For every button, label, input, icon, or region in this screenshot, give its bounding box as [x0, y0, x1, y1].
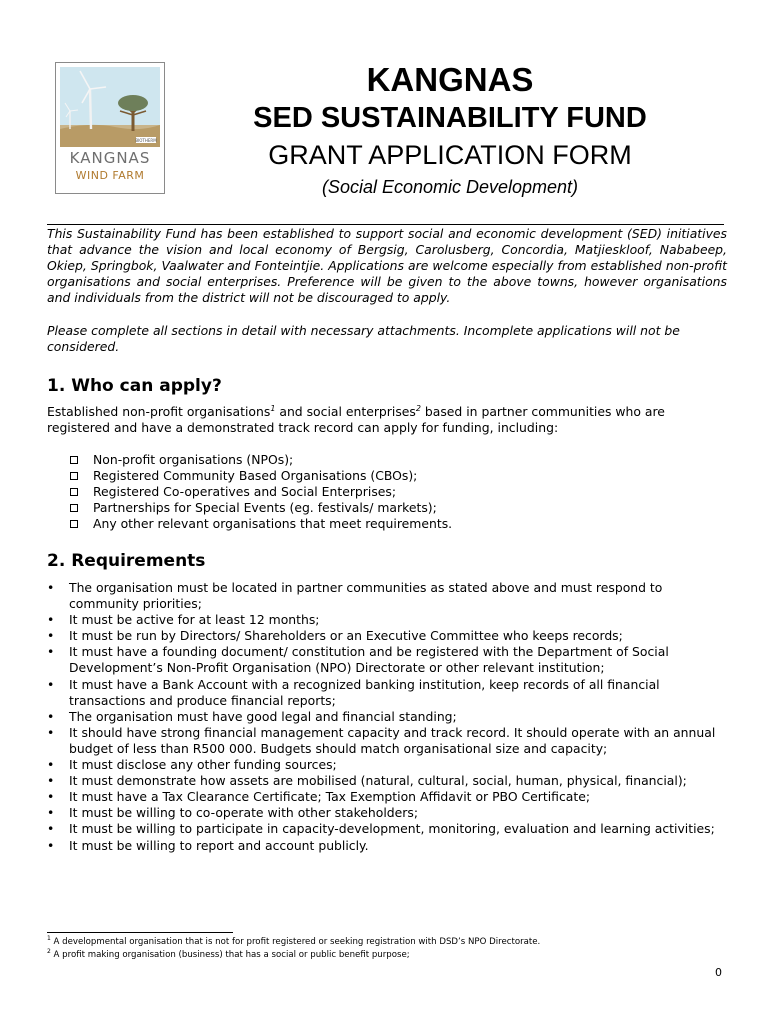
list-item-text: It should have strong financial management capacity and track record. It should operate with an annual budget of less than R500 000. Budgets should match organisational size and capacity;: [69, 724, 716, 756]
list-item: [47, 757, 727, 773]
list-item: [47, 628, 727, 644]
eligibility-text-a: Established non-profit organisations: [47, 404, 271, 419]
list-item: [47, 709, 727, 725]
list-item-text: Registered Community Based Organisations (CBOs);: [93, 468, 418, 484]
checkbox-icon: [70, 488, 78, 496]
eligibility-paragraph: [47, 404, 727, 436]
list-item: [47, 773, 727, 789]
list-item-text: It must demonstrate how assets are mobilised (natural, cultural, social, human, physical, financial);: [69, 773, 687, 789]
footnote-divider: [47, 932, 233, 933]
list-item-text: Non-profit organisations (NPOs);: [93, 452, 294, 467]
footnote-mark: 1: [47, 935, 51, 943]
section-heading-who-can-apply: 1. Who can apply?: [47, 376, 222, 396]
bullet-icon: •: [47, 676, 55, 692]
list-item: [68, 468, 728, 484]
list-item-text: It must be willing to co-operate with other stakeholders;: [69, 805, 419, 821]
document-header: [200, 60, 700, 200]
checkbox-icon: [70, 520, 78, 528]
list-item: [47, 805, 727, 821]
list-item: [47, 677, 727, 709]
bullet-icon: •: [47, 805, 55, 821]
footnote-ref-2: 2: [415, 403, 421, 413]
bullet-icon: •: [47, 837, 55, 853]
checkbox-icon: [70, 472, 78, 480]
header-divider: [47, 224, 724, 225]
intro-paragraph: This Sustainability Fund has been established to support social and economic development (SED) initiatives that advance the vision and local economy of Bergsig, Carolusberg, Concordia, Matjieskloof, Nababeep, Okiep, Springbok, Vaalwater and Fonteintjie. Applications are welcome especially from established non-profit organisations and social enterprises. Preference will be given to the above towns, however organisations and individuals from the district will not be discouraged to apply.: [47, 226, 727, 305]
bullet-icon: •: [47, 708, 55, 724]
list-item: [68, 484, 728, 500]
list-item-text: Partnerships for Special Events (eg. festivals/ markets);: [93, 500, 437, 516]
footnote-1: [47, 936, 727, 949]
list-item-text: The organisation must be located in partner communities as stated above and must respond to community priorities;: [69, 580, 663, 612]
logo-line-kangnas: KANGNAS: [69, 149, 151, 167]
checkbox-icon: [70, 456, 78, 464]
eligibility-text-c: based in partner communities who are registered and have a demonstrated track record can apply for funding, including:: [47, 404, 665, 435]
list-item-text: It must have a Tax Clearance Certificate; Tax Exemption Affidavit or PBO Certificate;: [69, 789, 591, 805]
list-item-text: Registered Co-operatives and Social Enterprises;: [93, 484, 397, 500]
footnote-mark: 2: [47, 948, 51, 956]
form-title: GRANT APPLICATION FORM: [268, 140, 632, 170]
list-item-text: It must be willing to participate in capacity-development, monitoring, evaluation and learning activities;: [69, 821, 715, 837]
biotherm-tag: BIOTHERM: [135, 138, 157, 143]
bullet-icon: •: [47, 821, 55, 837]
list-item: [47, 789, 727, 805]
list-item-text: The organisation must have good legal and financial standing;: [69, 708, 457, 724]
list-item: [47, 838, 727, 854]
list-item-text: It must be willing to report and account publicly.: [69, 837, 369, 853]
list-item-text: It must be run by Directors/ Shareholders or an Executive Committee who keeps records;: [69, 628, 623, 644]
bullet-icon: •: [47, 724, 55, 740]
requirements-list: [47, 580, 727, 854]
footnotes: [47, 936, 727, 962]
eligible-organisations-list: [68, 452, 728, 532]
list-item: [47, 612, 727, 628]
wind-turbine-illustration-icon: [60, 67, 160, 147]
bullet-icon: •: [47, 612, 55, 628]
fund-name: SED SUSTAINABILITY FUND: [253, 102, 647, 134]
section-heading-requirements: 2. Requirements: [47, 551, 206, 571]
bullet-icon: •: [47, 789, 55, 805]
list-item-text: It must have a Bank Account with a recognized banking institution, keep records of all financial transactions and produce financial reports;: [69, 676, 660, 708]
checkbox-icon: [70, 504, 78, 512]
bullet-icon: •: [47, 628, 55, 644]
list-item: [47, 580, 727, 612]
instruction-paragraph: Please complete all sections in detail with necessary attachments. Incomplete applications will not be considered.: [47, 323, 680, 354]
list-item-text: It must disclose any other funding sources;: [69, 757, 337, 773]
list-item: [68, 452, 728, 468]
list-item-text: It must be active for at least 12 months;: [69, 612, 320, 628]
bullet-icon: •: [47, 580, 55, 595]
list-item: [47, 821, 727, 837]
logo-line-wind-farm: WIND FARM: [75, 169, 145, 182]
bullet-icon: •: [47, 773, 55, 789]
footnote-ref-1: 1: [270, 403, 276, 413]
list-item: [68, 516, 728, 532]
footnote-text: A developmental organisation that is not for profit registered or seeking registration with DSD’s NPO Directorate.: [50, 937, 541, 947]
list-item-text: It must have a founding document/ constitution and be registered with the Department of Social Development’s Non-Profit Organisation (NPO) Directorate or other relevant institution;: [69, 644, 669, 676]
bullet-icon: •: [47, 757, 55, 773]
kangnas-wind-farm-logo: [55, 62, 165, 194]
bullet-icon: •: [47, 644, 55, 660]
page-number: 0: [715, 966, 722, 979]
form-subtitle: (Social Economic Development): [321, 177, 579, 197]
list-item-text: Any other relevant organisations that meet requirements.: [93, 516, 453, 532]
page-title: KANGNAS: [366, 61, 534, 98]
footnote-text: A profit making organisation (business) that has a social or public benefit purpose;: [50, 950, 410, 960]
footnote-2: [47, 949, 727, 962]
list-item: [47, 644, 727, 676]
list-item: [68, 500, 728, 516]
list-item: [47, 725, 727, 757]
eligibility-text-b: and social enterprises: [275, 404, 416, 419]
